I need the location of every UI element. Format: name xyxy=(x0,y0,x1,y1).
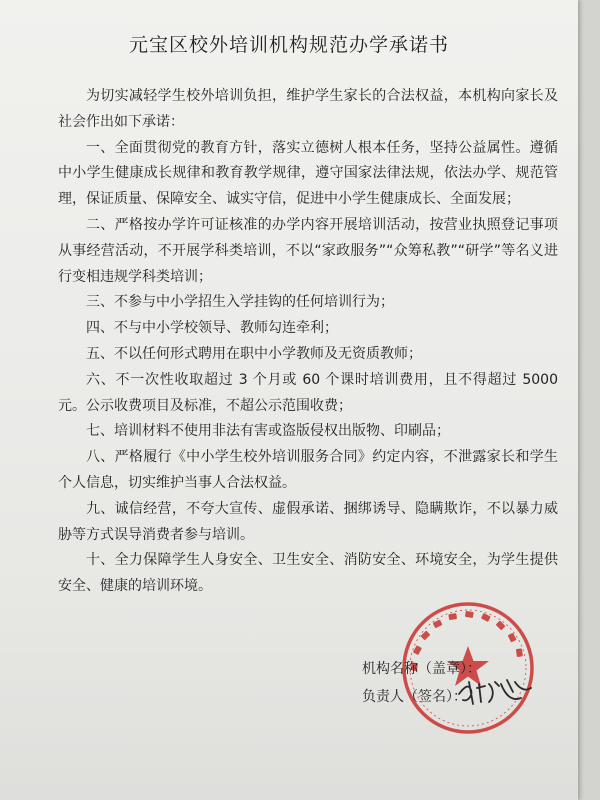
commitment-item: 二、严格按办学许可证核准的办学内容开展培训活动，按营业执照登记事项从事经营活动，不开展学科类培训，不以“家政服务”“众筹私教”“研学”等名义进行变相违规学科类培训； xyxy=(58,216,558,285)
commitment-item: 六、不一次性收取超过 3 个月或 60 个课时培训费用，且不得超过 5000 元。公示收费项目及标准，不超公示范围收费； xyxy=(58,371,558,414)
handwritten-signature xyxy=(455,672,535,712)
intro-paragraph: 为切实减轻学生校外培训负担，维护学生家长的合法权益，本机构向家长及社会作出如下承诺： xyxy=(58,88,558,130)
document-title: 元宝区校外培训机构规范办学承诺书 xyxy=(128,34,449,56)
organization-seal-label: 机构名称（盖章）： xyxy=(362,661,481,677)
document-body xyxy=(58,84,558,600)
commitment-item: 三、不参与中小学招生入学挂钩的任何培训行为； xyxy=(86,294,394,311)
commitment-item: 五、不以任何形式聘用在职中小学教师及无资质教师； xyxy=(86,345,422,362)
commitment-item: 四、不与中小学校领导、教师勾连牵利； xyxy=(86,320,338,337)
responsible-person-label: 负责人（签名）： xyxy=(362,689,467,705)
commitment-item: 十、全力保障学生人身安全、卫生安全、消防安全、环境安全，为学生提供安全、健康的培训环境。 xyxy=(58,552,558,595)
commitment-item: 七、培训材料不使用非法有害或盗版侵权出版物、印刷品； xyxy=(86,423,450,440)
commitment-item: 九、诚信经营，不夸大宣传、虚假承诺、捆绑诱导、隐瞒欺诈，不以暴力威胁等方式误导消费者参与培训。 xyxy=(58,500,558,543)
commitment-item: 一、全面贯彻党的教育方针，落实立德树人根本任务，坚持公益属性。遵循中小学生健康成长规律和教育教学规律，遵守国家法律法规，依法办学、规范管理，保证质量、保障安全、诚实守信，促进中小学生健康成长、全面发展； xyxy=(58,139,558,208)
commitment-item: 八、严格履行《中小学生校外培训服务合同》约定内容，不泄露家长和学生个人信息，切实维护当事人合法权益。 xyxy=(58,449,558,491)
